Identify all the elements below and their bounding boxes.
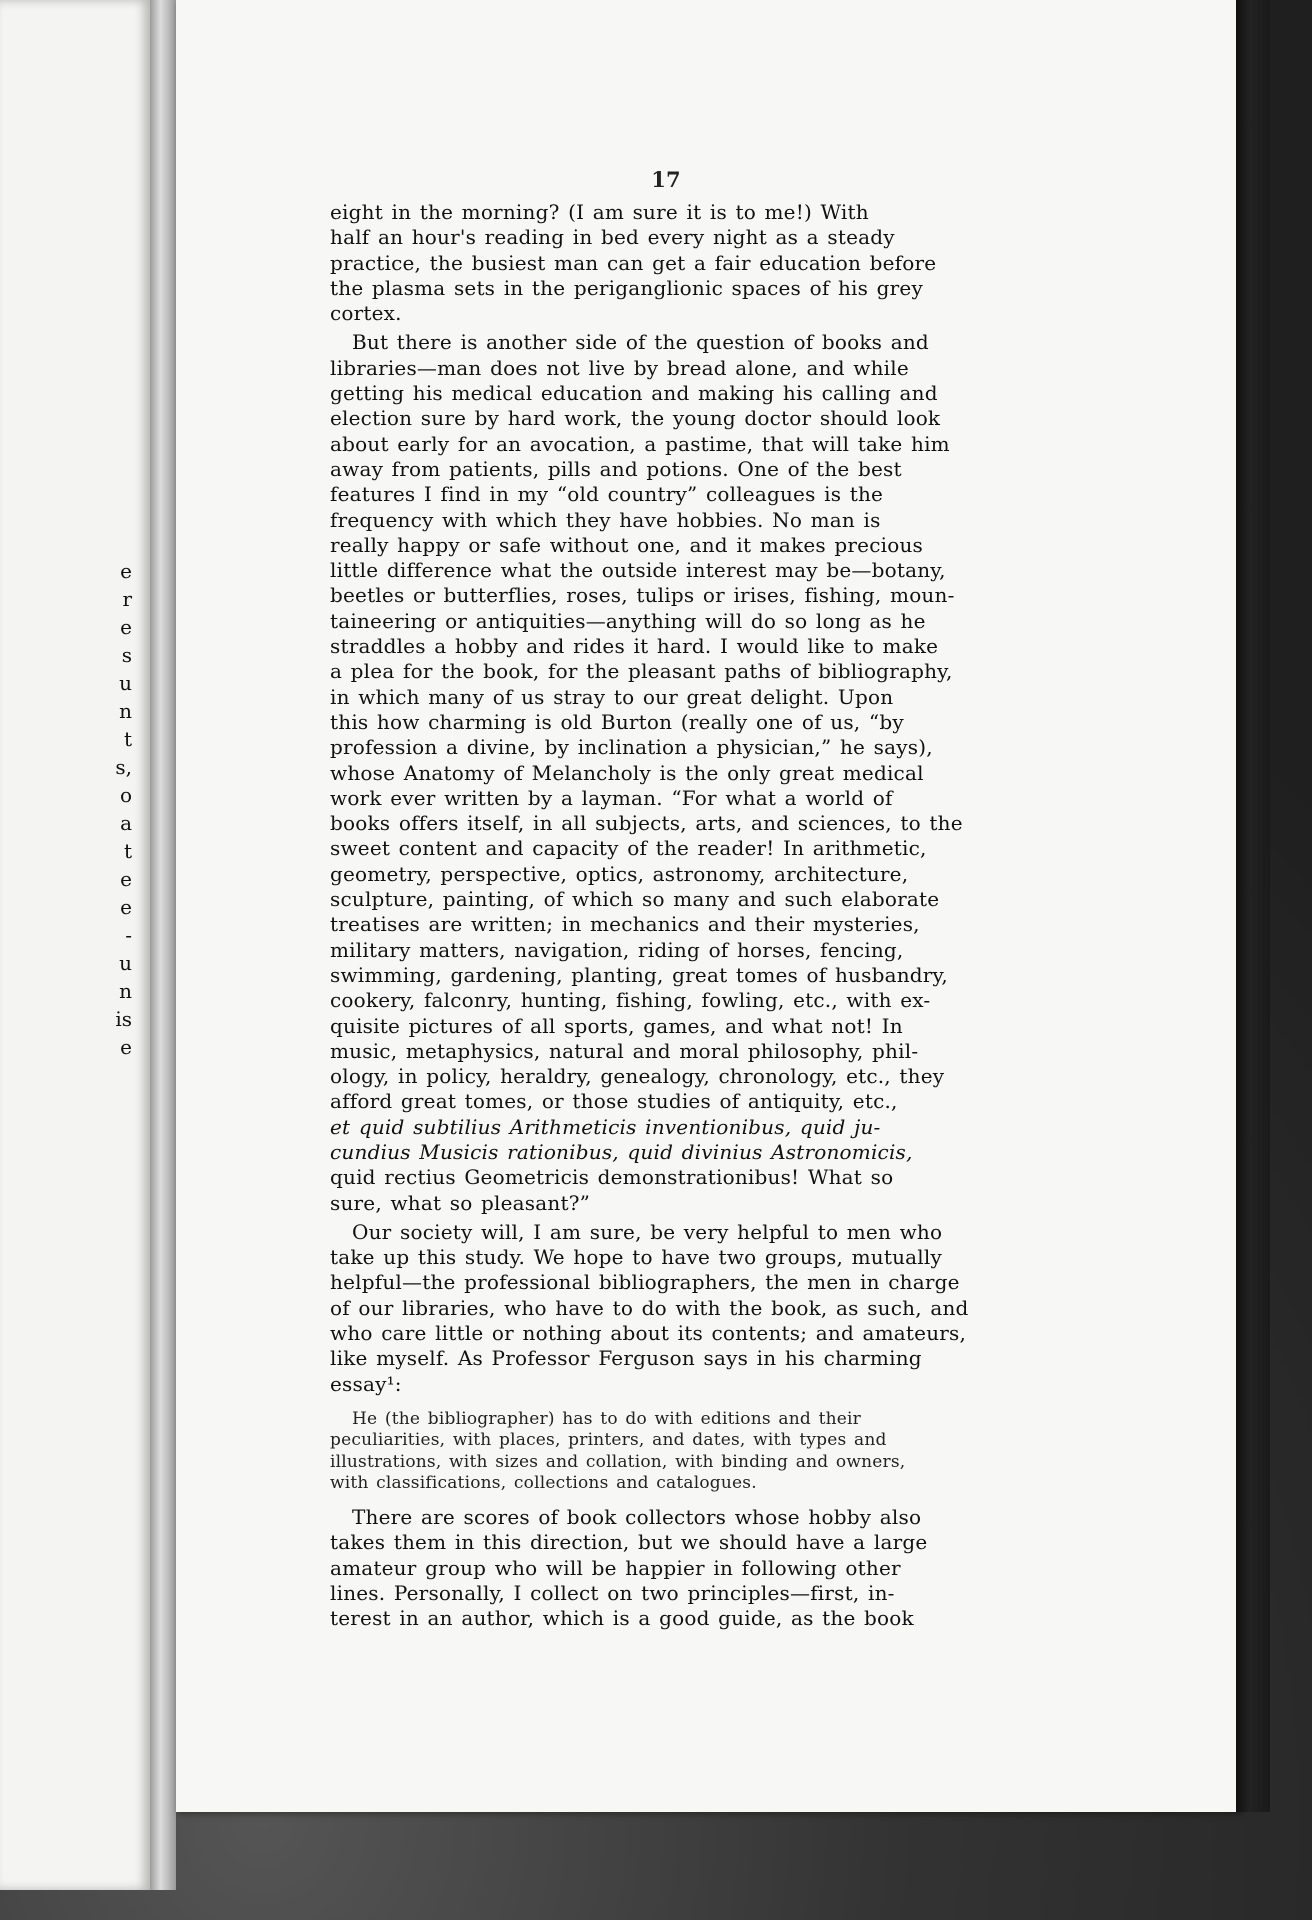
edge-letter: s [121,643,132,667]
edge-letter: e [120,559,132,583]
text-line: geometry, perspective, optics, astronomy, architecture, [330,861,909,886]
text-line: work ever written by a layman. “For what a world of [330,785,893,810]
quote-line: illustrations, with sizes and collation, with binding and owners, [330,1451,906,1472]
text-line: military matters, navigation, riding of horses, fencing, [330,937,904,962]
book-spine [150,0,176,1890]
text-line: like myself. As Professor Ferguson says in his charming [330,1346,922,1371]
text-line: getting his medical education and making his calling and [330,381,938,406]
text-line: profession a divine, by inclination a physician,” he says), [330,735,933,760]
edge-letter: t [123,839,132,863]
text-line: swimming, gardening, planting, great tomes of husbandry, [330,962,948,987]
page-edge-shadow [1236,0,1270,1812]
text-line: There are scores of book collectors whose hobby also [352,1504,922,1529]
quote-line: He (the bibliographer) has to do with editions and their [352,1408,861,1429]
text-line: libraries—man does not live by bread alone, and while [330,355,909,380]
edge-letter: - [125,923,132,947]
text-line: books offers itself, in all subjects, arts, and sciences, to the [330,811,963,836]
edge-letter: r [122,587,132,611]
text-line: whose Anatomy of Melancholy is the only great medical [330,760,924,785]
text-line: terest in an author, which is a good guide, as the book [330,1606,914,1631]
paragraph-4 [330,1505,1002,1631]
text-line: takes them in this direction, but we should have a large [330,1530,928,1555]
text-line: amateur group who will be happier in following other [330,1555,901,1580]
text-line: essay¹: [330,1371,402,1396]
paragraph-1 [330,200,1002,326]
text-line: the plasma sets in the periganglionic spaces of his grey [330,275,923,300]
text-line: beetles or butterflies, roses, tulips or irises, fishing, moun- [330,583,955,608]
text-line: music, metaphysics, natural and moral philosophy, phil- [330,1038,919,1063]
text-line: Our society will, I am sure, be very helpful to men who [352,1219,943,1244]
edge-letter: e [120,867,132,891]
quote-line: peculiarities, with places, printers, and dates, with types and [330,1430,887,1451]
text-line: straddles a hobby and rides it hard. I would like to make [330,634,939,659]
text-line: little difference what the outside interest may be—botany, [330,558,946,583]
text-line: lines. Personally, I collect on two principles—first, in- [330,1580,895,1605]
edge-letter: s, [115,755,132,779]
text-line: a plea for the book, for the pleasant paths of bibliography, [330,659,953,684]
text-line: practice, the busiest man can get a fair education before [330,250,937,275]
text-line: But there is another side of the question of books and [352,330,929,355]
edge-letter: e [120,615,132,639]
text-line: sweet content and capacity of the reader! In arithmetic, [330,836,927,861]
text-line: who care little or nothing about its contents; and amateurs, [330,1321,967,1346]
edge-letter: n [119,979,132,1003]
paragraph-3 [330,1220,1002,1397]
edge-letter: u [119,671,132,695]
text-line: ology, in policy, heraldry, genealogy, chronology, etc., they [330,1064,945,1089]
text-line: really happy or safe without one, and it makes precious [330,532,924,557]
paragraph-2 [330,330,1002,1215]
text-line: taineering or antiquities—anything will do so long as he [330,608,926,633]
facing-page-letters [115,560,132,1058]
edge-letter: e [120,1035,132,1059]
text-line: in which many of us stray to our great delight. Upon [330,684,894,709]
facing-page-edge [0,0,156,1890]
text-line: helpful—the professional bibliographers, the men in charge [330,1270,960,1295]
text-line: cookery, falconry, hunting, fishing, fowling, etc., with ex- [330,988,931,1013]
quote-line: with classifications, collections and catalogues. [330,1473,757,1494]
text-line: quid rectius Geometricis demonstrationibus! What so [330,1165,894,1190]
edge-letter: is [115,1007,132,1031]
edge-letter: n [119,699,132,723]
text-line: election sure by hard work, the young doctor should look [330,406,941,431]
text-line: afford great tomes, or those studies of antiquity, etc., [330,1089,898,1114]
edge-letter: t [123,727,132,751]
text-line: half an hour's reading in bed every night as a steady [330,225,895,250]
text-line: sure, what so pleasant?” [330,1190,591,1215]
text-line: about early for an avocation, a pastime, that will take him [330,431,950,456]
page-number: 17 [651,167,681,192]
edge-letter: e [120,895,132,919]
text-line: eight in the morning? (I am sure it is to me!) With [330,200,869,224]
text-line: of our libraries, who have to do with the book, as such, and [330,1295,969,1320]
edge-letter: o [119,783,132,807]
text-line: features I find in my “old country” colleagues is the [330,482,884,507]
text-line: sculpture, painting, of which so many and such elaborate [330,887,940,912]
edge-letter: a [120,811,132,835]
text-line: treatises are written; in mechanics and their mysteries, [330,912,920,937]
text-line: quisite pictures of all sports, games, and what not! In [330,1013,903,1038]
text-line: cortex. [330,301,402,326]
text-line: away from patients, pills and potions. One of the best [330,456,902,481]
page-text [330,168,1002,1631]
text-line: take up this study. We hope to have two groups, mutually [330,1245,942,1270]
text-line: this how charming is old Burton (really one of us, “by [330,709,904,734]
text-line: et quid subtilius Arithmeticis inventionibus, quid ju- [330,1114,881,1139]
block-quote [330,1409,1002,1495]
edge-letter: u [119,951,132,975]
text-line: frequency with which they have hobbies. No man is [330,507,881,532]
text-line: cundius Musicis rationibus, quid divinius Astronomicis, [330,1139,913,1164]
